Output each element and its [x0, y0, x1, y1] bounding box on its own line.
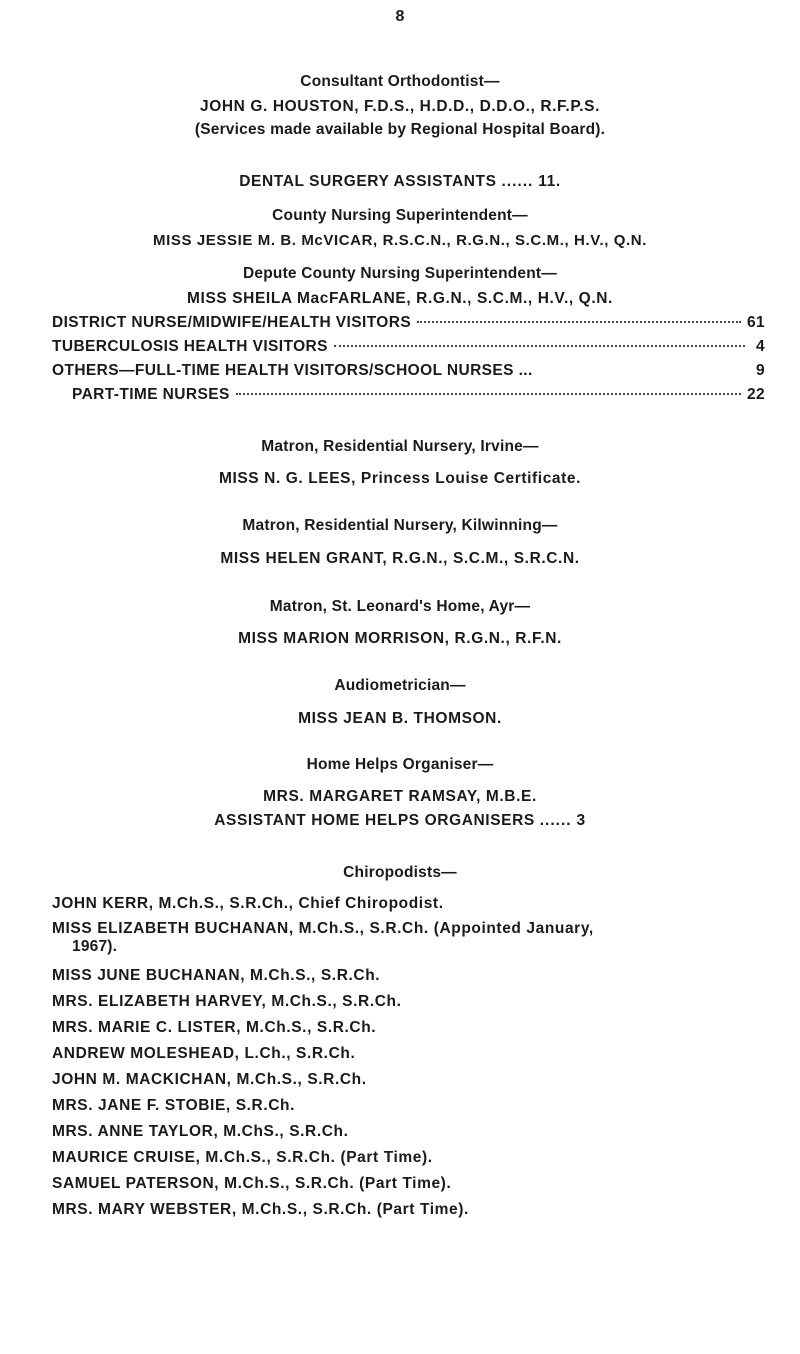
staff-row-others — [52, 362, 765, 380]
dot-leader — [236, 393, 741, 395]
depute-superintendent-title: Depute County Nursing Superintendent— — [243, 265, 557, 282]
assistant-home-helps-label: ASSISTANT HOME HELPS ORGANISERS — [214, 812, 535, 829]
matron-irvine-name: MISS N. G. LEES, Princess Louise Certificate. — [218, 470, 582, 487]
staff-row-district — [52, 314, 765, 332]
chiropodist-entry: ANDREW MOLESHEAD, L.Ch., S.R.Ch. — [52, 1045, 356, 1062]
matron-ayr-title: Matron, St. Leonard's Home, Ayr— — [269, 598, 531, 615]
orthodontist-title: Consultant Orthodontist— — [300, 73, 500, 90]
chiropodist-entry: MAURICE CRUISE, M.Ch.S., S.R.Ch. (Part Time). — [52, 1149, 433, 1166]
staff-label: PART-TIME NURSES — [72, 386, 230, 403]
chiropodist-entry-continued: 1967). — [72, 938, 118, 955]
dot-leader — [539, 369, 745, 371]
page-number: 8 — [395, 8, 405, 25]
staff-label: OTHERS—FULL-TIME HEALTH VISITORS/SCHOOL NURSES ... — [52, 362, 533, 379]
chiropodist-entry: MISS ELIZABETH BUCHANAN, M.Ch.S., S.R.Ch. (Appointed January, — [52, 920, 594, 937]
chiropodist-entry: JOHN M. MACKICHAN, M.Ch.S., S.R.Ch. — [52, 1071, 367, 1088]
nursing-superintendent-name: MISS JESSIE M. B. McVICAR, R.S.C.N., R.G.N., S.C.M., H.V., Q.N. — [153, 232, 647, 249]
chiropodist-entry: SAMUEL PATERSON, M.Ch.S., S.R.Ch. (Part Time). — [52, 1175, 452, 1192]
chiropodist-entry: MRS. MARIE C. LISTER, M.Ch.S., S.R.Ch. — [52, 1019, 377, 1036]
staff-label: DISTRICT NURSE/MIDWIFE/HEALTH VISITORS — [52, 314, 412, 331]
orthodontist-note: (Services made available by Regional Hospital Board). — [194, 121, 606, 138]
assistant-home-helps-leader: ...... — [539, 812, 572, 829]
matron-kilwinning-title: Matron, Residential Nursery, Kilwinning— — [242, 517, 558, 534]
staff-label: TUBERCULOSIS HEALTH VISITORS — [52, 338, 328, 355]
dot-leader — [334, 345, 745, 347]
dot-leader — [417, 321, 741, 323]
nursing-superintendent-title: County Nursing Superintendent— — [272, 207, 528, 224]
staff-count: 22 — [746, 386, 765, 403]
matron-irvine-title: Matron, Residential Nursery, Irvine— — [261, 438, 539, 455]
chiropodist-entry: JOHN KERR, M.Ch.S., S.R.Ch., Chief Chiropodist. — [52, 895, 444, 912]
staff-count: 9 — [755, 362, 765, 379]
dental-assistants-count: 11. — [538, 173, 561, 190]
assistant-home-helps-line — [0, 812, 800, 830]
staff-count: 4 — [755, 338, 765, 355]
chiropodist-entry: MRS. JANE F. STOBIE, S.R.Ch. — [52, 1097, 296, 1114]
assistant-home-helps-count: 3 — [576, 812, 586, 829]
staff-row-part-time — [72, 386, 765, 404]
home-helps-title: Home Helps Organiser— — [306, 756, 494, 773]
chiropodist-entry: MRS. ANNE TAYLOR, M.ChS., S.R.Ch. — [52, 1123, 349, 1140]
audiometrician-name: MISS JEAN B. THOMSON. — [298, 710, 502, 727]
staff-row-tuberculosis — [52, 338, 765, 356]
dental-assistants-line — [0, 173, 800, 191]
matron-kilwinning-name: MISS HELEN GRANT, R.G.N., S.C.M., S.R.C.N. — [220, 550, 580, 567]
chiropodist-entry: MRS. ELIZABETH HARVEY, M.Ch.S., S.R.Ch. — [52, 993, 402, 1010]
staff-count: 61 — [746, 314, 765, 331]
orthodontist-name: JOHN G. HOUSTON, F.D.S., H.D.D., D.D.O., R.F.P.S. — [199, 98, 601, 115]
chiropodist-entry: MISS JUNE BUCHANAN, M.Ch.S., S.R.Ch. — [52, 967, 381, 984]
chiropodist-entry: MRS. MARY WEBSTER, M.Ch.S., S.R.Ch. (Part Time). — [52, 1201, 469, 1218]
depute-superintendent-name: MISS SHEILA MacFARLANE, R.G.N., S.C.M., H.V., Q.N. — [187, 290, 613, 307]
dental-assistants-leader: ...... — [501, 173, 534, 190]
dental-assistants-label: DENTAL SURGERY ASSISTANTS — [239, 173, 497, 190]
audiometrician-title: Audiometrician— — [334, 677, 466, 694]
matron-ayr-name: MISS MARION MORRISON, R.G.N., R.F.N. — [238, 630, 562, 647]
home-helps-name: MRS. MARGARET RAMSAY, M.B.E. — [263, 788, 537, 805]
chiropodists-title: Chiropodists— — [343, 864, 457, 881]
